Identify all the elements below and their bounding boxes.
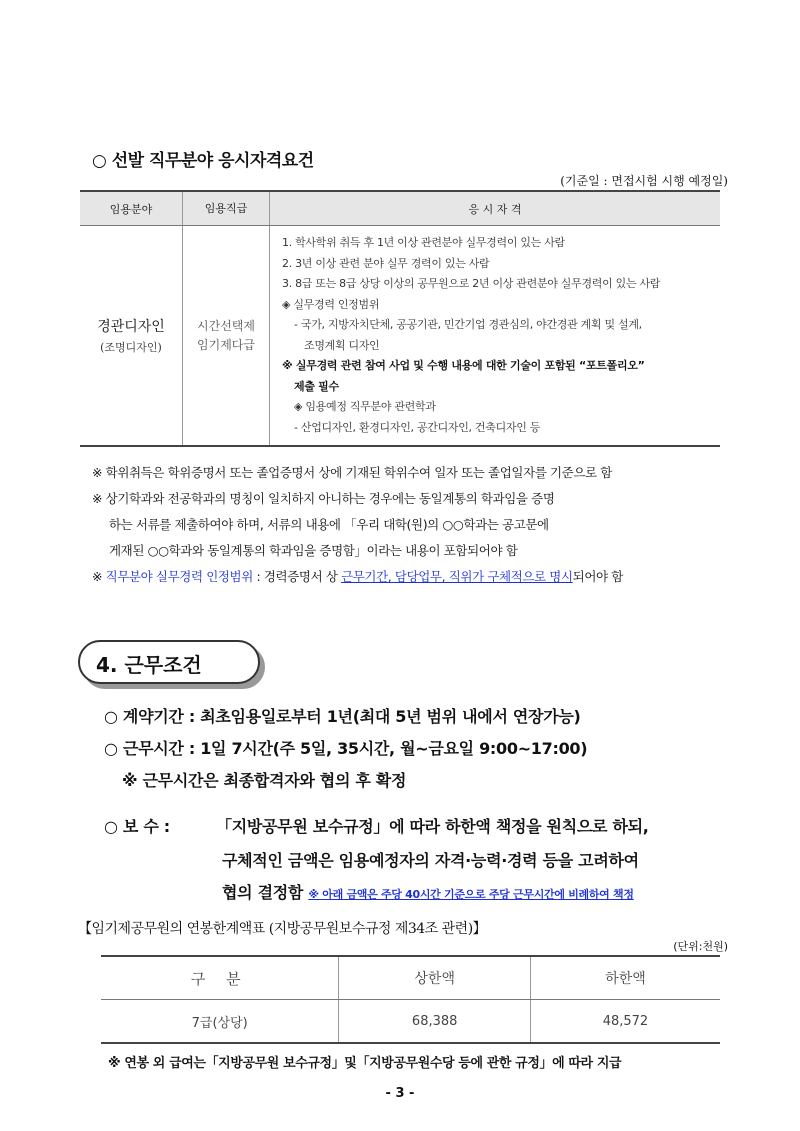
grade-line-2: 임기제다급 xyxy=(197,337,255,352)
note-mark: ※ xyxy=(92,569,106,584)
field-subname: (조명디자인) xyxy=(100,341,162,354)
note-major: ※ 상기학과와 전공학과의 명칭이 일치하지 아니하는 경우에는 동일계통의 학과임을 증명 xyxy=(92,491,555,506)
page-number: - 3 - xyxy=(385,1086,415,1101)
header-qualification: 응 시 자 격 xyxy=(270,191,721,226)
field-cell xyxy=(80,226,183,447)
salary-table-title: 【임기제공무원의 연봉한계액표 (지방공무원보수규정 제34조 관련)】 xyxy=(78,921,487,937)
field-name: 경관디자인 xyxy=(97,319,165,335)
table-header-row xyxy=(80,191,720,226)
pay-label: ○ 보 수 : xyxy=(104,817,170,836)
note-major-cont: 게재된 ○○학과와 동일계통의 학과임을 증명함」이라는 내용이 포함되어야 함 xyxy=(109,543,518,558)
qual-line-portfolio: ※ 실무경력 관련 참여 사업 및 수행 내용에 대한 기술이 포함된 “포트폴리오” xyxy=(282,359,645,372)
salary-header-min: 하한액 xyxy=(530,956,720,1000)
qual-line: - 산업디자인, 환경디자인, 공간디자인, 건축디자인 등 xyxy=(294,420,541,434)
salary-grade: 7급(상당) xyxy=(101,1000,339,1044)
working-hours-note: ※ 근무시간은 최종합격자와 협의 후 확정 xyxy=(122,771,407,790)
qual-line: 2. 3년 이상 관련 분야 실무 경력이 있는 사람 xyxy=(282,256,490,270)
note-experience-mid: : 경력증명서 상 xyxy=(252,569,342,584)
working-hours: ○ 근무시간 : 1일 7시간(주 5일, 35시간, 월~금요일 9:00~17:00) xyxy=(104,739,588,758)
note-experience-label: 직무분야 실무경력 인정범위 xyxy=(105,569,253,584)
basis-date-note: (기준일 : 면접시험 시행 예정일) xyxy=(560,174,728,188)
qual-line: ◈ 실무경력 인정범위 xyxy=(282,297,380,311)
banner-title: 4. 근무조건 xyxy=(96,653,202,677)
footnote: ※ 연봉 외 급여는「지방공무원 보수규정」및「지방공무원수당 등에 관한 규정」에 따라 지급 xyxy=(108,1056,622,1071)
grade-line-1: 시간선택제 xyxy=(197,318,255,333)
salary-max: 68,388 xyxy=(339,1000,531,1044)
pay-line-2: 구체적인 금액은 임용예정자의 자격·능력·경력 등을 고려하여 xyxy=(222,851,639,870)
pay-note: ※ 아래 금액은 주당 40시간 기준으로 주당 근무시간에 비례하여 책정 xyxy=(308,888,634,901)
qualification-cell xyxy=(270,226,721,447)
note-experience-highlight: 근무기간, 담당업무, 직위가 구체적으로 명시 xyxy=(341,569,573,584)
pay-line-3 xyxy=(222,880,634,903)
salary-header-category: 구 분 xyxy=(101,956,339,1000)
notes-block xyxy=(92,460,732,590)
qual-line: 1. 학사학위 취득 후 1년 이상 관련분야 실무경력이 있는 사람 xyxy=(282,236,565,249)
qual-line: ◈ 임용예정 직무분야 관련학과 xyxy=(294,400,436,413)
note-experience xyxy=(92,564,732,590)
note-experience-end: 되어야 함 xyxy=(572,569,623,584)
contract-period: ○ 계약기간 : 최초임용일로부터 1년(최대 5년 범위 내에서 연장가능) xyxy=(104,707,581,726)
salary-header-row xyxy=(101,956,720,1000)
pay-line-3-text: 협의 결정함 xyxy=(222,883,304,902)
qual-line: - 국가, 지방자치단체, 공공기관, 민간기업 경관심의, 야간경관 계획 및 설계, xyxy=(294,318,642,331)
table-row xyxy=(80,226,720,447)
section-banner xyxy=(78,640,260,684)
salary-table xyxy=(101,955,720,1044)
qualification-list xyxy=(282,233,720,438)
note-major-cont: 하는 서류를 제출하여야 하며, 서류의 내용에 「우리 대학(원)의 ○○학과는 공고문에 xyxy=(109,517,549,532)
pay-line-1: 「지방공무원 보수규정」에 따라 하한액 책정을 원칙으로 하되, xyxy=(216,817,649,836)
salary-unit: (단위:천원) xyxy=(673,940,728,953)
salary-min: 48,572 xyxy=(530,1000,720,1044)
table-row xyxy=(101,1000,720,1044)
qual-line-portfolio-cont: 제출 필수 xyxy=(294,379,339,393)
header-field: 임용분야 xyxy=(80,191,183,226)
qual-line: 3. 8급 또는 8급 상당 이상의 공무원으로 2년 이상 관련분야 실무경력이 있는 사람 xyxy=(282,277,661,290)
note-degree: ※ 학위취득은 학위증명서 또는 졸업증명서 상에 기재된 학위수여 일자 또는 졸업일자를 기준으로 함 xyxy=(92,465,612,480)
header-grade: 임용직급 xyxy=(183,191,270,226)
qualification-table xyxy=(80,190,720,447)
grade-cell xyxy=(183,226,270,447)
qual-line: 조명계획 디자인 xyxy=(304,338,380,352)
salary-header-max: 상한액 xyxy=(339,956,531,1000)
section-title: ○ 선발 직무분야 응시자격요건 xyxy=(92,151,314,171)
